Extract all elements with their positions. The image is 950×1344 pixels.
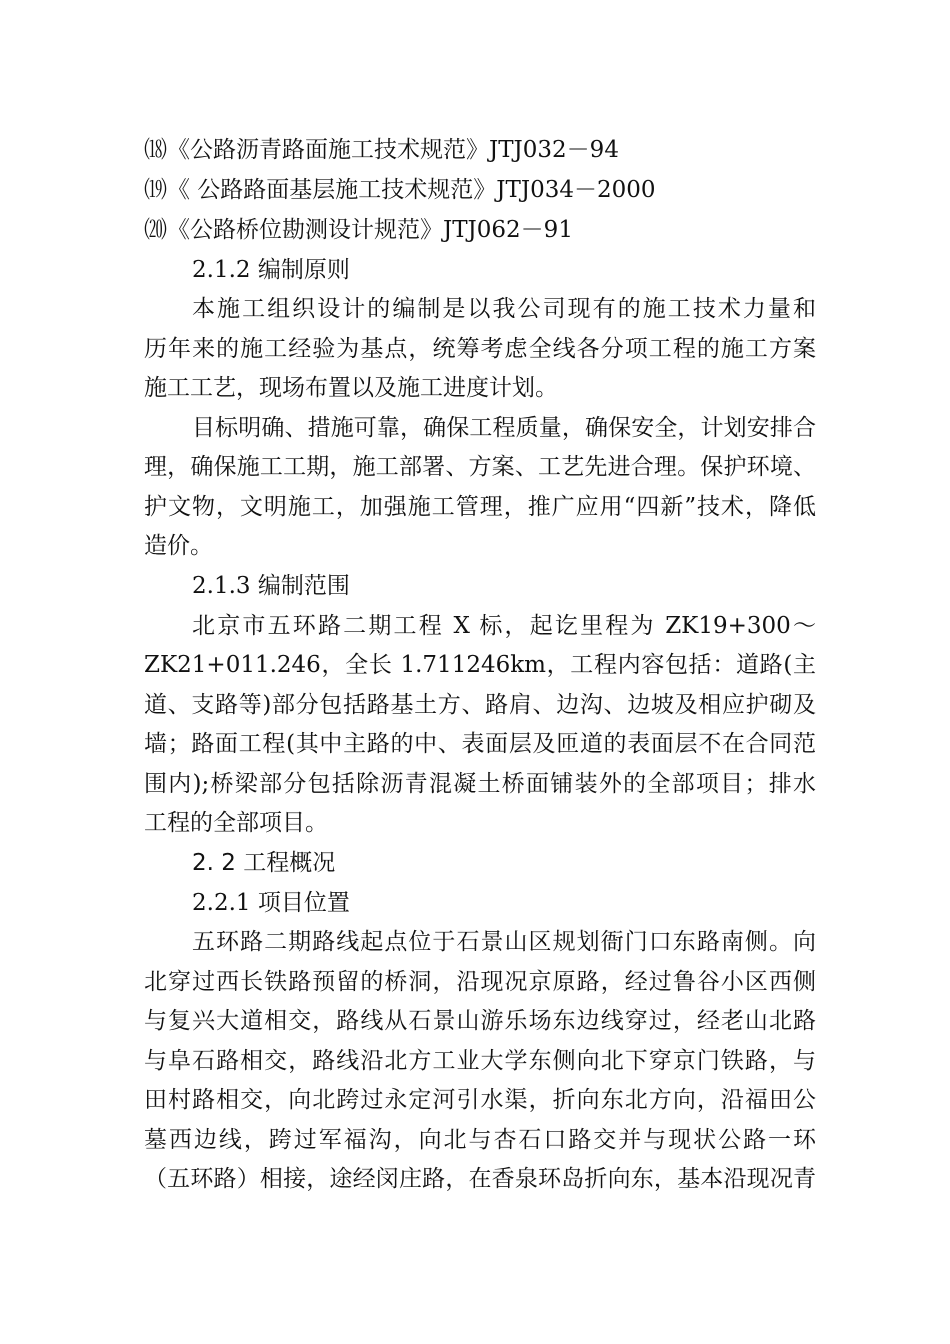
- paragraph-line: 道、支路等)部分包括路基土方、路肩、边沟、边坡及相应护砌及: [144, 692, 816, 718]
- paragraph-line: 造价。: [144, 533, 213, 559]
- paragraph-line: （五环路）相接，途经闵庄路，在香泉环岛折向东，基本沿现况青: [144, 1166, 816, 1192]
- section-title-2-2: 2. 2 工程概况: [192, 850, 336, 876]
- paragraph-line: 目标明确、措施可靠，确保工程质量，确保安全，计划安排合: [192, 415, 816, 441]
- paragraph-line: 北穿过西长铁路预留的桥洞，沿现况京原路，经过鲁谷小区西侧: [144, 969, 816, 995]
- paragraph-line: 墓西边线，跨过军福沟，向北与杏石口路交并与现状公路一环: [144, 1127, 816, 1153]
- paragraph-line: 护文物，文明施工，加强施工管理，推广应用“四新”技术，降低: [144, 494, 816, 520]
- paragraph-line: 墙；路面工程(其中主路的中、表面层及匝道的表面层不在合同范: [144, 731, 816, 757]
- paragraph-line: 本施工组织设计的编制是以我公司现有的施工技术力量和: [192, 296, 816, 322]
- reference-item-20: ⒇《公路桥位勘测设计规范》JTJ062－91: [144, 217, 573, 243]
- paragraph-line: 围内);桥梁部分包括除沥青混凝土桥面铺装外的全部项目；排水: [144, 771, 816, 797]
- paragraph-line: 工程的全部项目。: [144, 810, 328, 836]
- paragraph-line: 五环路二期路线起点位于石景山区规划衙门口东路南侧。向: [192, 929, 816, 955]
- paragraph-line: 与阜石路相交，路线沿北方工业大学东侧向北下穿京门铁路，与: [144, 1048, 816, 1074]
- paragraph-line: 理，确保施工工期，施工部署、方案、工艺先进合理。保护环境、: [144, 454, 816, 480]
- section-title-2-1-3: 2.1.3 编制范围: [192, 573, 350, 599]
- paragraph-line: 北京市五环路二期工程 X 标，起讫里程为 ZK19+300～: [192, 613, 816, 639]
- paragraph-line: 与复兴大道相交，路线从石景山游乐场东边线穿过，经老山北路: [144, 1008, 816, 1034]
- reference-item-18: ⒅《公路沥青路面施工技术规范》JTJ032－94: [144, 137, 619, 163]
- section-title-2-2-1: 2.2.1 项目位置: [192, 890, 350, 916]
- paragraph-line: ZK21+011.246，全长 1.711246km，工程内容包括：道路(主: [144, 652, 816, 678]
- paragraph-line: 施工工艺，现场布置以及施工进度计划。: [144, 375, 558, 401]
- paragraph-line: 历年来的施工经验为基点，统筹考虑全线各分项工程的施工方案: [144, 336, 816, 362]
- section-title-2-1-2: 2.1.2 编制原则: [192, 257, 350, 283]
- reference-item-19: ⒆《 公路路面基层施工技术规范》JTJ034－2000: [144, 177, 656, 203]
- paragraph-line: 田村路相交，向北跨过永定河引水渠，折向东北方向，沿福田公: [144, 1087, 816, 1113]
